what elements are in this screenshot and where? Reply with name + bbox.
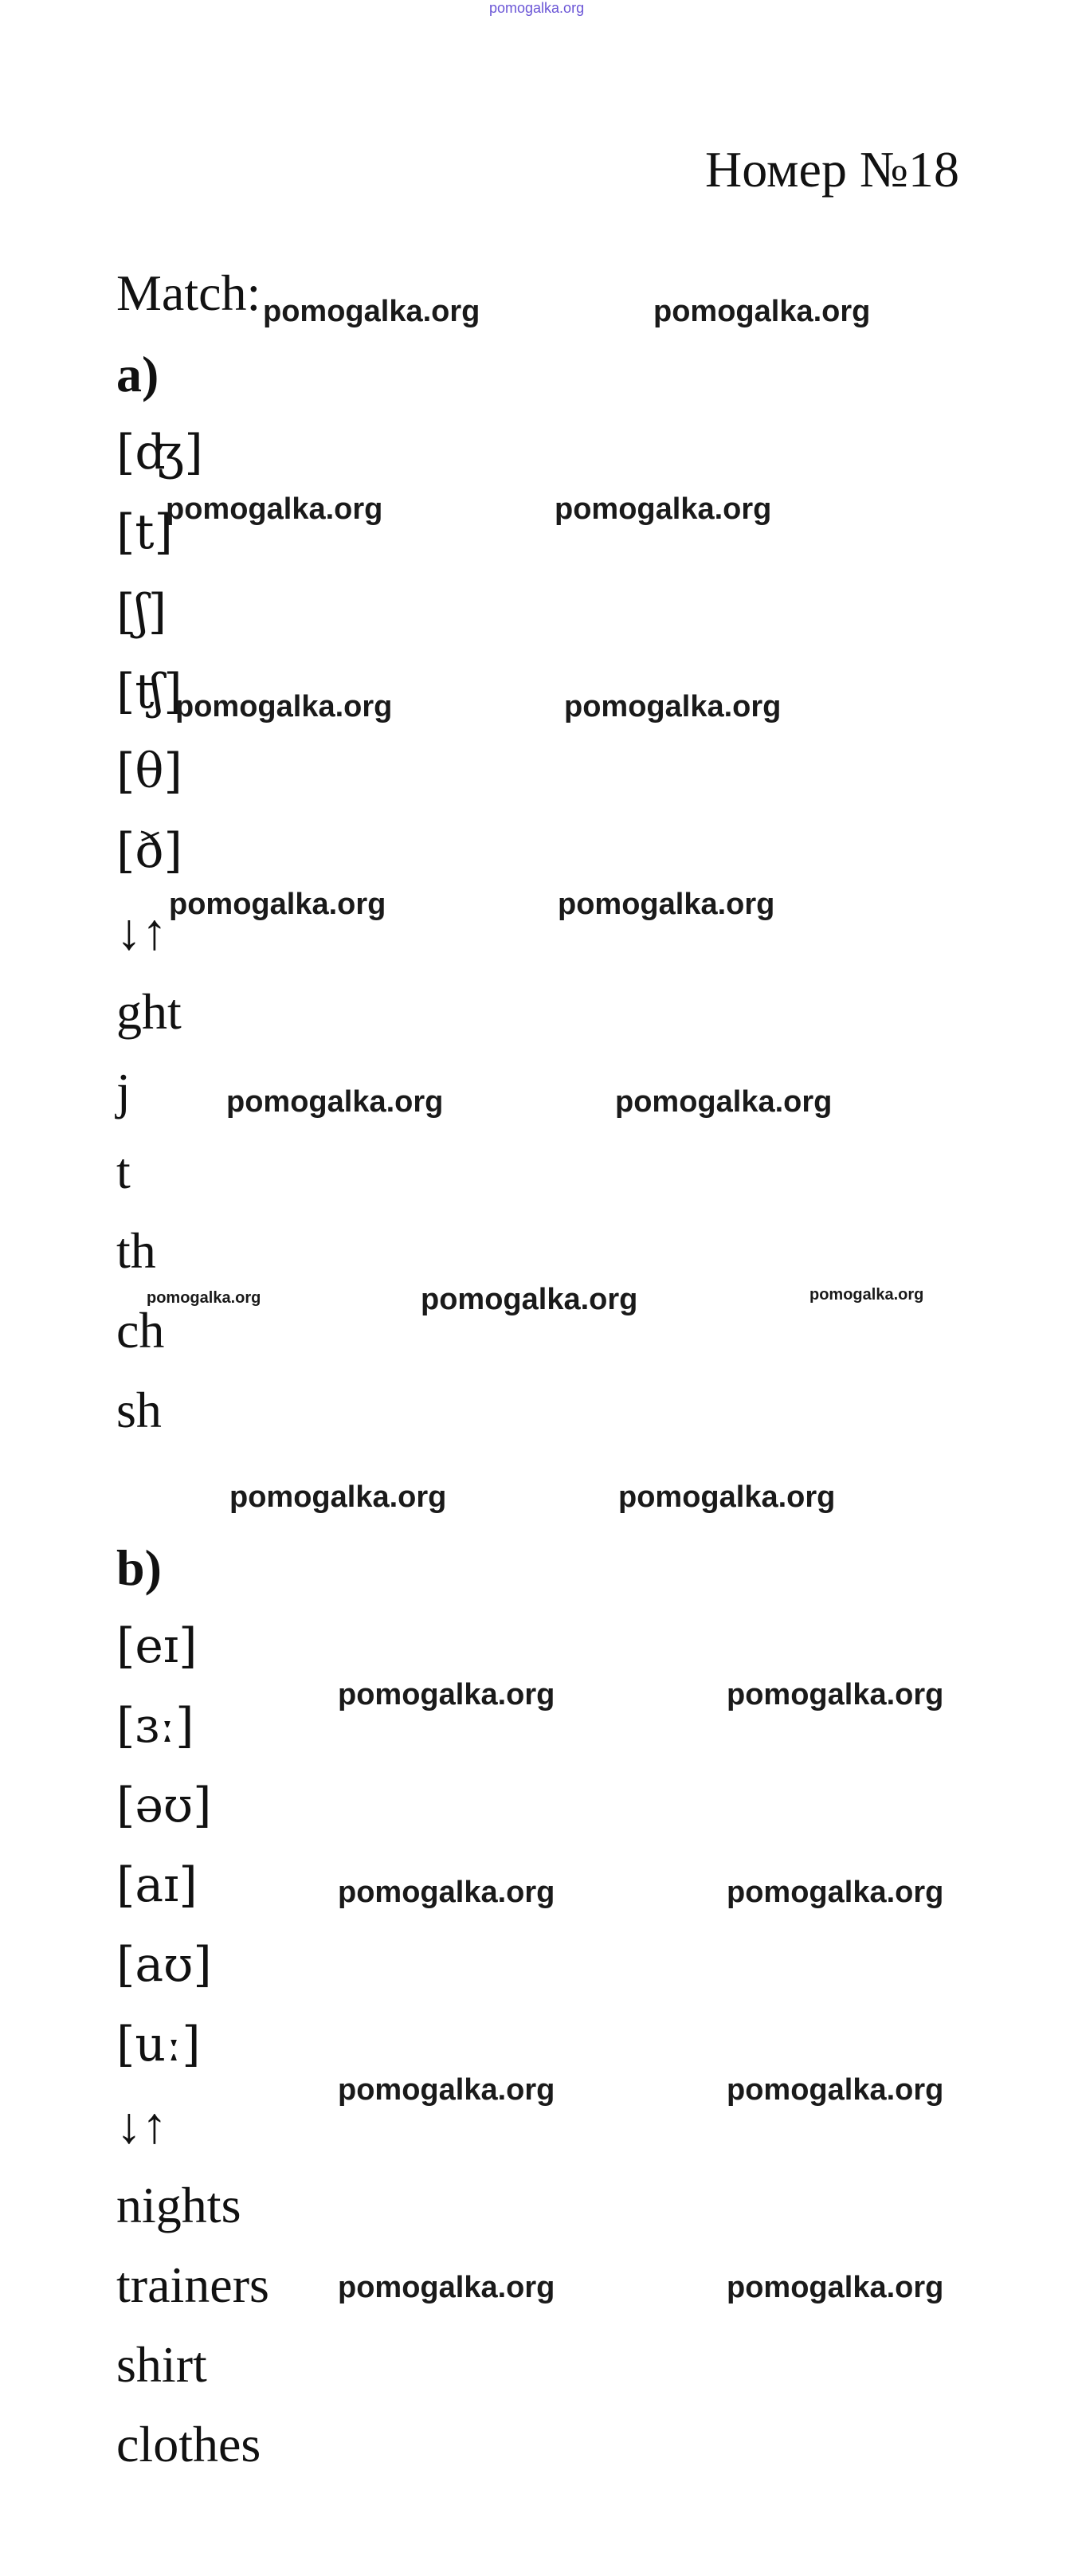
- spelling-a-1: ght: [116, 983, 182, 1040]
- watermark: pomogalka.org: [558, 888, 775, 921]
- watermark: pomogalka.org: [338, 1876, 555, 1909]
- top-link[interactable]: pomogalka.org: [489, 0, 585, 16]
- sound-b-4: [aɪ]: [116, 1857, 198, 1913]
- watermark: pomogalka.org: [618, 1480, 836, 1514]
- watermark: pomogalka.org: [169, 888, 386, 921]
- sound-a-4: [ʧ]: [116, 664, 182, 719]
- word-b-2: trainers: [116, 2256, 269, 2313]
- watermark: pomogalka.org: [727, 1876, 944, 1909]
- watermark: pomogalka.org: [615, 1085, 833, 1119]
- watermark: pomogalka.org: [338, 1678, 555, 1711]
- watermark: pomogalka.org: [175, 690, 393, 723]
- arrows-b: ↓↑: [116, 2097, 167, 2154]
- sound-b-6: [uː]: [116, 2017, 201, 2072]
- watermark: pomogalka.org: [555, 492, 772, 526]
- sound-a-2: [t]: [116, 504, 173, 560]
- watermark: pomogalka.org: [727, 1678, 944, 1711]
- watermark: pomogalka.org: [727, 2271, 944, 2304]
- spelling-a-5: ch: [116, 1302, 165, 1359]
- word-b-3: shirt: [116, 2336, 207, 2393]
- word-b-1: nights: [116, 2177, 241, 2233]
- sound-b-2: [ɜː]: [116, 1698, 194, 1754]
- section-b-label: b): [116, 1539, 162, 1596]
- watermark: pomogalka.org: [653, 295, 871, 328]
- watermark: pomogalka.org: [229, 1480, 447, 1514]
- spelling-a-2: j: [116, 1063, 131, 1119]
- watermark: pomogalka.org: [338, 2073, 555, 2107]
- sound-b-1: [eɪ]: [116, 1618, 198, 1674]
- sound-a-3: [ʃ]: [116, 584, 167, 640]
- match-prompt: Match:: [116, 265, 261, 321]
- sound-a-5: [θ]: [116, 743, 182, 799]
- arrows-a: ↓↑: [116, 904, 167, 960]
- spelling-a-3: t: [116, 1143, 131, 1199]
- spelling-a-4: th: [116, 1222, 156, 1279]
- sound-a-1: [ʤ]: [116, 425, 203, 480]
- section-a-label: a): [116, 346, 159, 402]
- sound-a-6: [ð]: [116, 823, 182, 879]
- watermark: pomogalka.org: [809, 1286, 924, 1304]
- sound-b-3: [əʊ]: [116, 1778, 212, 1833]
- watermark: pomogalka.org: [727, 2073, 944, 2107]
- page-title: Номер №18: [705, 141, 959, 198]
- sound-b-5: [aʊ]: [116, 1937, 212, 1993]
- watermark: pomogalka.org: [166, 492, 383, 526]
- watermark: pomogalka.org: [421, 1283, 638, 1316]
- spelling-a-6: sh: [116, 1382, 162, 1438]
- watermark: pomogalka.org: [147, 1289, 261, 1307]
- watermark: pomogalka.org: [263, 295, 480, 328]
- watermark: pomogalka.org: [338, 2271, 555, 2304]
- word-b-4: clothes: [116, 2416, 261, 2472]
- watermark: pomogalka.org: [564, 690, 782, 723]
- watermark: pomogalka.org: [226, 1085, 444, 1119]
